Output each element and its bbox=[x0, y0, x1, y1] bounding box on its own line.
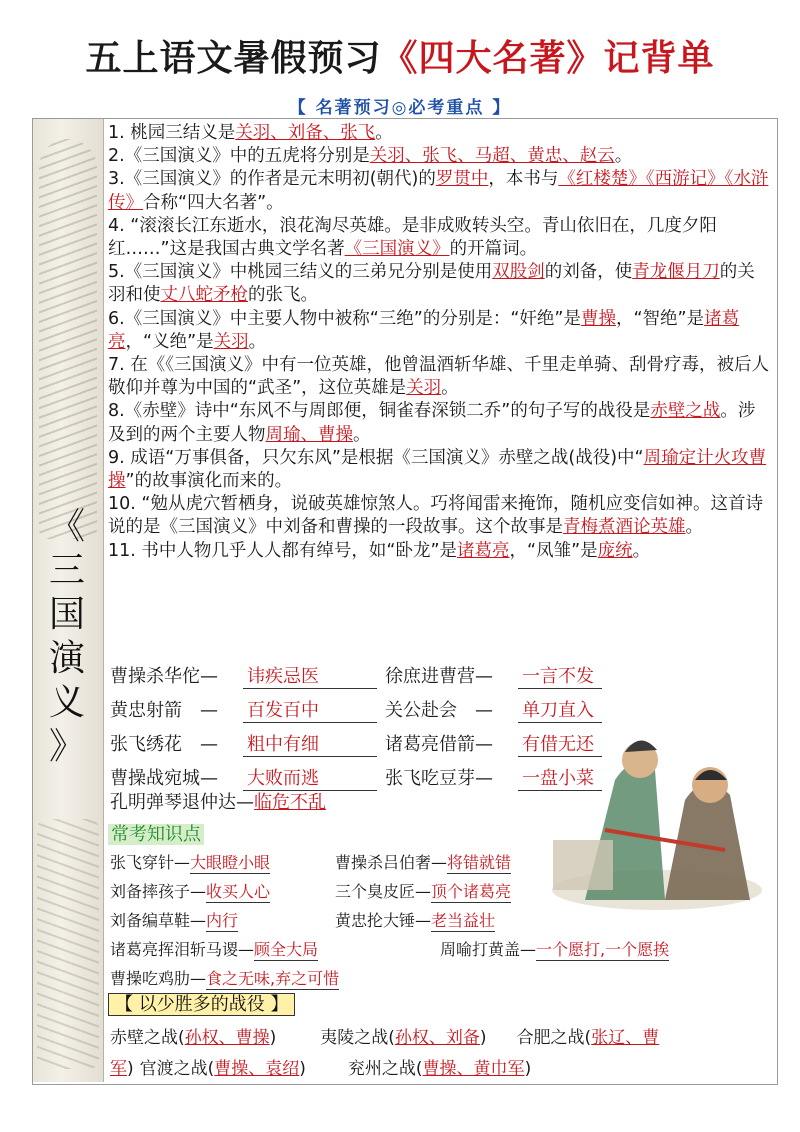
question-text: ，“凤雏”是 bbox=[509, 540, 598, 561]
battle-name: 赤壁之战( bbox=[110, 1028, 185, 1048]
knowledge-answer: 将错就错 bbox=[447, 850, 511, 874]
xiehouyu-phrase: 诸葛亮借箭— bbox=[385, 734, 493, 755]
question-text: 4. “滚滚长江东逝水，浪花淘尽英雄。是非成败转头空。青山依旧在，几度夕阳红……”这是我国古典文学名著 bbox=[108, 215, 717, 260]
battle-parties: 张辽、曹 bbox=[591, 1028, 660, 1048]
battle-item bbox=[517, 1023, 660, 1048]
answer-text: 周瑜定计火攻曹操 bbox=[108, 447, 767, 492]
answer-text: 关羽、刘备、张飞 bbox=[235, 123, 376, 143]
xiehouyu-answer: 百发百中 bbox=[243, 696, 377, 723]
knowledge-answer: 内行 bbox=[206, 908, 238, 932]
question-text: 2.《三国演义》中的五虎将分别是 bbox=[108, 146, 370, 167]
question-text: 合称“四大名著”。 bbox=[143, 192, 284, 213]
battle-name: 兖州之战( bbox=[347, 1059, 423, 1079]
page-title bbox=[0, 30, 800, 81]
answer-text: 青龙偃月刀 bbox=[632, 262, 720, 283]
xiehouyu-answer: 大败而逃 bbox=[243, 764, 377, 791]
xiehouyu-row bbox=[110, 788, 326, 814]
question-item bbox=[108, 400, 770, 446]
vtitle-char: 《 bbox=[48, 506, 85, 547]
xiehouyu-phrase: 张飞吃豆芽— bbox=[385, 768, 493, 789]
xiehouyu-answer: 粗中有细 bbox=[243, 730, 377, 757]
answer-text: 关羽 bbox=[406, 378, 442, 399]
knowledge-row bbox=[110, 908, 495, 932]
question-text: 。 bbox=[248, 331, 267, 352]
battle-item bbox=[320, 1023, 486, 1048]
question-text: 。涉及到的两个主要人物 bbox=[108, 401, 756, 445]
answer-text: 曹操 bbox=[580, 308, 616, 329]
answer-text: 罗贯中 bbox=[435, 169, 489, 190]
section-battles-heading bbox=[108, 990, 295, 1016]
knowledge-answer: 一个愿打,一个愿挨 bbox=[536, 937, 669, 961]
vertical-book-title bbox=[42, 505, 92, 769]
question-text: 。 bbox=[441, 378, 459, 399]
answer-text: 诸葛亮 bbox=[457, 540, 510, 561]
title-prefix: 五上语文暑假预习 bbox=[85, 37, 382, 79]
answer-text: 诸葛亮 bbox=[108, 308, 740, 352]
xiehouyu-answer: 讳疾忌医 bbox=[243, 662, 377, 689]
question-text: 3.《三国演义》的作者是元末明初(朝代)的 bbox=[108, 169, 436, 190]
xiehouyu-answer: 一言不发 bbox=[518, 662, 602, 689]
knowledge-answer: 收买人心 bbox=[206, 879, 270, 903]
knowledge-phrase: 三个臭皮匠— bbox=[335, 882, 432, 901]
xiehouyu-row bbox=[110, 662, 602, 689]
answer-text: 关羽 bbox=[213, 331, 249, 352]
question-item bbox=[108, 215, 770, 261]
page-subtitle: 【 名著预习◎必考重点 】 bbox=[288, 98, 512, 118]
question-text: 。 bbox=[632, 540, 651, 561]
question-item bbox=[108, 540, 770, 563]
vtitle-char: 国 bbox=[48, 594, 85, 635]
xiehouyu-phrase: 张飞绣花 — bbox=[110, 734, 218, 755]
question-text: 1. 桃园三结义是 bbox=[108, 123, 236, 143]
battle-name: 官渡之战( bbox=[139, 1059, 215, 1079]
xiehouyu-phrase: 黄忠射箭 — bbox=[110, 700, 218, 721]
knowledge-answer: 大眼瞪小眼 bbox=[190, 850, 270, 874]
question-text: 9. 成语“万事俱备，只欠东风”是根据《三国演义》赤壁之战(战役)中“ bbox=[108, 447, 644, 468]
xiehouyu-answer: 一盘小菜 bbox=[518, 764, 602, 791]
question-item bbox=[108, 493, 770, 539]
xiehouyu-phrase: 曹操杀华佗— bbox=[110, 666, 218, 687]
knowledge-row bbox=[110, 937, 669, 961]
battle-name: 合肥之战( bbox=[516, 1028, 592, 1048]
answer-text: 《三国演义》 bbox=[344, 239, 450, 260]
battle-parties: 军 bbox=[110, 1059, 127, 1079]
question-list bbox=[108, 122, 770, 563]
battle-close: ) bbox=[299, 1059, 306, 1079]
knowledge-phrase: 周喻打黄盖— bbox=[440, 940, 537, 959]
battle-item bbox=[110, 1023, 276, 1048]
answer-text: 关羽、张飞、马超、黄忠、赵云 bbox=[369, 146, 615, 167]
knowledge-row bbox=[110, 879, 511, 903]
question-text: 的开篇词。 bbox=[449, 239, 538, 260]
question-text: 11. 书中人物几乎人人都有绰号，如“卧龙”是 bbox=[108, 540, 458, 561]
knowledge-row bbox=[110, 850, 511, 874]
question-text: 。 bbox=[353, 424, 371, 445]
vtitle-char: 三 bbox=[48, 550, 85, 591]
battle-parties: 曹操、袁绍 bbox=[214, 1059, 300, 1079]
xiehouyu-row bbox=[110, 696, 602, 723]
title-highlight: 《四大名著》 bbox=[381, 37, 604, 79]
question-text: ，“义绝”是 bbox=[125, 331, 214, 352]
knowledge-phrase: 刘备摔孩子— bbox=[110, 882, 207, 901]
question-item bbox=[108, 308, 770, 354]
knowledge-answer: 老当益壮 bbox=[431, 908, 495, 932]
question-item bbox=[108, 145, 770, 168]
xiehouyu-answer: 单刀直入 bbox=[518, 696, 602, 723]
battle-parties: 曹操、黄巾军 bbox=[422, 1059, 525, 1079]
question-text: 5.《三国演义》中桃园三结义的三弟兄分别是使用 bbox=[108, 262, 493, 283]
xiehouyu-phrase: 曹操战宛城— bbox=[110, 768, 218, 789]
battle-item bbox=[110, 1054, 134, 1079]
battle-item bbox=[140, 1054, 306, 1079]
question-item bbox=[108, 168, 770, 214]
knowledge-phrase: 曹操杀吕伯奢— bbox=[335, 853, 448, 872]
knowledge-phrase: 诸葛亮挥泪斩马谡— bbox=[110, 940, 255, 959]
knowledge-phrase: 黄忠抡大锤— bbox=[335, 911, 432, 930]
question-item bbox=[108, 122, 770, 145]
question-text: 10. “勉从虎穴暂栖身，说破英雄惊煞人。巧将闻雷来掩饰，随机应变信如神。这首诗说的是《三国演义》中刘备和曹操的一段故事。这个故事是 bbox=[108, 494, 763, 538]
xiehouyu-answer: 有借无还 bbox=[518, 730, 602, 757]
question-item bbox=[108, 261, 770, 307]
title-suffix: 记背单 bbox=[603, 37, 715, 79]
question-text: 的关羽和使 bbox=[108, 262, 755, 306]
vtitle-char: 演 bbox=[48, 638, 85, 679]
knowledge-answer: 顶个诸葛亮 bbox=[431, 879, 511, 903]
xiehouyu-phrase: 徐庶进曹营— bbox=[385, 666, 493, 687]
battles-row bbox=[110, 1054, 531, 1079]
question-text: 6.《三国演义》中主要人物中被称“三绝”的分别是：“奸绝”是 bbox=[108, 308, 581, 329]
answer-text: 《红楼楚》《西游记》《水浒传》 bbox=[108, 169, 769, 213]
question-text: 的张飞。 bbox=[248, 285, 318, 306]
battle-parties: 孙权、刘备 bbox=[394, 1028, 480, 1048]
xiehouyu-phrase: 关公赴会 — bbox=[385, 700, 493, 721]
answer-text: 周瑜、曹操 bbox=[265, 424, 353, 445]
battle-close: ) bbox=[524, 1059, 532, 1079]
xiehouyu-phrase: 孔明弹琴退仲达— bbox=[110, 792, 254, 813]
answer-text: 庞统 bbox=[597, 540, 633, 561]
question-text: ，“智绝”是 bbox=[615, 308, 705, 329]
knowledge-row bbox=[110, 966, 339, 990]
answer-text: 青梅煮酒论英雄 bbox=[563, 517, 686, 538]
answer-text: 丈八蛇矛枪 bbox=[160, 285, 248, 306]
knowledge-answer: 顾全大局 bbox=[254, 937, 318, 961]
question-text: 8.《赤壁》诗中“东风不与周郎便，铜雀春深锁二乔”的句子写的战役是 bbox=[108, 401, 651, 422]
question-text: ，本书与 bbox=[488, 169, 559, 190]
question-item bbox=[108, 447, 770, 493]
battle-item bbox=[348, 1054, 531, 1079]
knowledge-phrase: 曹操吃鸡肋— bbox=[110, 969, 207, 988]
vtitle-char: 》 bbox=[48, 726, 85, 767]
xiehouyu-row bbox=[110, 730, 602, 757]
knowledge-answer: 食之无味,弃之可惜 bbox=[206, 966, 339, 990]
question-text: 。 bbox=[614, 146, 633, 167]
figure-illustration-lower-icon bbox=[37, 819, 99, 1069]
xiehouyu-answer: 临危不乱 bbox=[254, 792, 326, 813]
question-text: 的刘备，使 bbox=[544, 262, 633, 283]
xiehouyu-row bbox=[110, 764, 602, 791]
knowledge-phrase: 刘备编草鞋— bbox=[110, 911, 207, 930]
answer-text: 双股剑 bbox=[492, 262, 545, 283]
knowledge-phrase: 张飞穿针— bbox=[110, 853, 191, 872]
figure-illustration-icon bbox=[39, 139, 97, 539]
battle-close: ) bbox=[479, 1028, 487, 1048]
battle-name: 夷陵之战( bbox=[320, 1028, 395, 1048]
battle-parties: 孙权、曹操 bbox=[184, 1028, 270, 1048]
question-text: ”的故事演化而来的。 bbox=[125, 471, 293, 492]
battle-close: ) bbox=[269, 1028, 277, 1048]
question-text: 。 bbox=[375, 123, 393, 143]
question-item bbox=[108, 354, 770, 400]
section-knowledge-heading bbox=[108, 820, 204, 846]
answer-text: 赤壁之战 bbox=[650, 401, 721, 422]
section-battles-label: 【 以少胜多的战役 】 bbox=[108, 993, 295, 1016]
vtitle-char: 义 bbox=[48, 682, 85, 723]
three-kingdoms-illustration bbox=[545, 690, 770, 915]
section-knowledge-label: 常考知识点 bbox=[108, 824, 204, 845]
battles-row bbox=[110, 1023, 659, 1048]
battle-close: ) bbox=[127, 1059, 134, 1079]
question-text: 7. 在《《三国演义》中有一位英雄，他曾温酒斩华雄、千里走单骑、刮骨疗毒，被后人敬仰并尊为中国的“武圣”，这位英雄是 bbox=[108, 355, 770, 399]
question-text: 。 bbox=[685, 517, 703, 538]
